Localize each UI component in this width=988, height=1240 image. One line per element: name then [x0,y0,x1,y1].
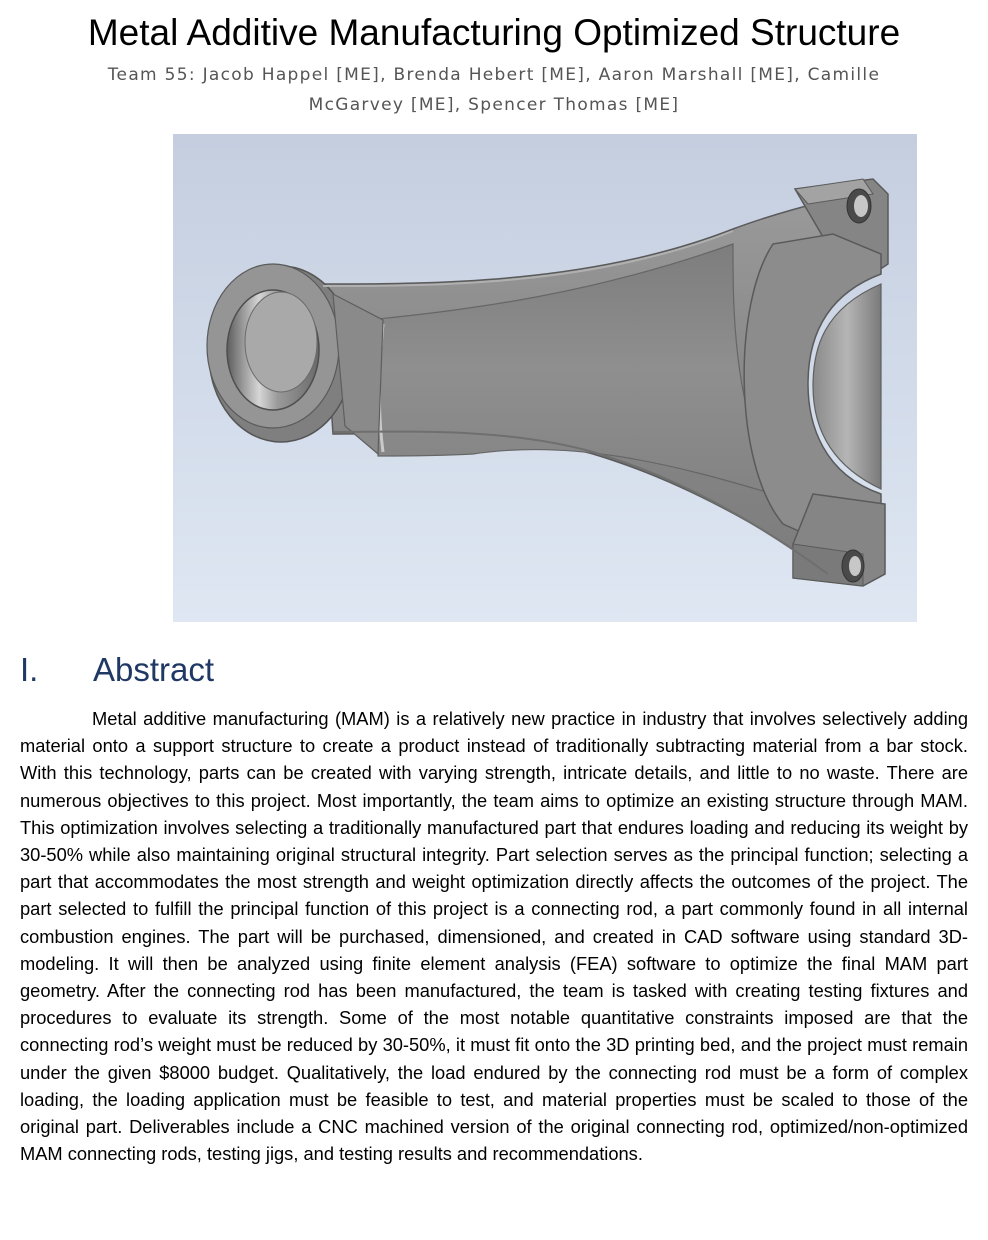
section-title: Abstract [93,651,215,688]
section-number: I. [20,651,39,688]
abstract-paragraph: Metal additive manufacturing (MAM) is a relatively new practice in industry that involves selectively adding material onto a support structure to create a product instead of traditionally subtracting material from a bar stock. With this technology, parts can be created with varying strength, intricate details, and little to no waste. There are numerous objectives to this project. Most importantly, the team aims to optimize an existing structure through MAM. This optimization involves selecting a traditionally manufactured part that endures loading and reducing its weight by 30-50% while also maintaining original structural integrity. Part selection serves as the principal function; selecting a part that accommodates the most strength and weight optimization directly affects the outcomes of the project. The part selected to fulfill the principal function of this project is a connecting rod, a part commonly found in all internal combustion engines. The part will be purchased, dimensioned, and created in CAD software using standard 3D-modeling. It will then be analyzed using finite element analysis (FEA) software to optimize the final MAM part geometry. After the connecting rod has been manufactured, the team is tasked with creating testing fixtures and procedures to evaluate its strength. Some of the most notable quantitative constraints imposed are that the connecting rod’s weight must be reduced by 30-50%, it must fit onto the 3D printing bed, and the project must remain under the given $8000 budget. Qualitatively, the load endured by the connecting rod must be a form of complex loading, the loading application must be feasible to test, and material properties must be scaled to those of the original part. Deliverables include a CNC machined version of the original connecting rod, optimized/non-optimized MAM connecting rods, testing jigs, and testing results and recommendations. [20,708,968,1165]
bottom-bolt-hole-highlight [849,556,861,576]
small-end-bore-inner [245,292,317,392]
top-bolt-hole-highlight [854,195,868,217]
connecting-rod-figure [173,134,917,622]
connecting-rod-render [173,134,917,622]
author-list [60,60,928,120]
section-heading-abstract [20,648,214,692]
author-line: Team 55: Jacob Happel [ME], Brenda Hebert [ME], Aaron Marshall [ME], Camille [107,65,881,85]
page-title: Metal Additive Manufacturing Optimized Structure [87,12,901,53]
author-line: McGarvey [ME], Spencer Thomas [ME] [308,95,680,115]
